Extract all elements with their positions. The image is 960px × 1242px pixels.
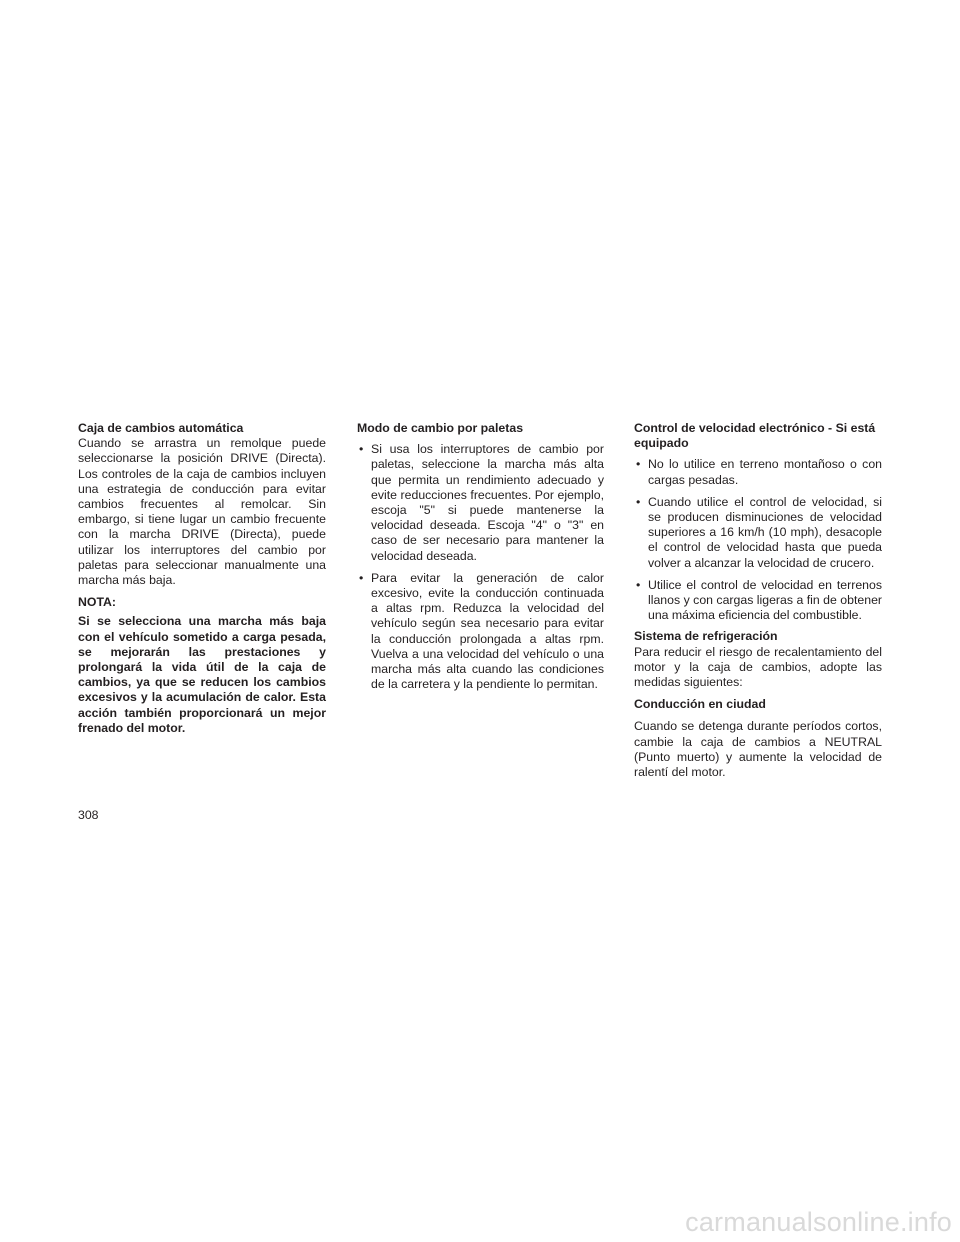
- paragraph-city-driving: Cuando se detenga durante períodos cortos, cambie la caja de cambios a NEUTRAL (Punto muerto) y aumente la velocidad de ralentí del motor.: [634, 719, 882, 780]
- bullet-icon: •: [359, 570, 364, 585]
- note-text: Si se selecciona una marcha más baja con el vehículo sometido a carga pesada, se mejorarán las prestaciones y prolongará la vida útil de la caja de cambios, ya que se reducen los cambios excesivos y la acumulación de calor. Esta acción también proporcionará un mejor frenado del motor.: [78, 614, 326, 735]
- list-item: [634, 457, 882, 487]
- paddle-shift-list: [357, 442, 604, 692]
- list-item-text: Si usa los interruptores de cambio por paletas, seleccione la marcha más alta que permita un rendimiento adecuado y evite reducciones frecuentes. Por ejemplo, escoja "5" si puede mantenerse la velocidad deseada. Escoja "4" o "3" en caso de ser necesario para mantener la velocidad deseada.: [371, 442, 604, 563]
- heading-paddle-shift: Modo de cambio por paletas: [357, 421, 524, 435]
- column-speed-control: [634, 421, 882, 780]
- bullet-icon: •: [359, 442, 364, 457]
- list-item-text: Cuando utilice el control de velocidad, si se producen disminuciones de velocidad superiores a 16 km/h (10 mph), desacople el control de velocidad hasta que pueda volver a alcanzar la velocidad de crucero.: [648, 494, 882, 570]
- bullet-icon: •: [636, 577, 641, 592]
- speed-control-list: [634, 457, 882, 623]
- list-item: [634, 578, 882, 624]
- list-item-text: Para evitar la generación de calor excesivo, evite la conducción continuada a altas rpm. Reduzca la velocidad del vehículo según sea necesario para evitar la conducción prolongada a altas rpm. Vuelva a una velocidad del vehículo o una marcha más alta cuando las condiciones de la carretera y la pendiente lo permitan.: [371, 570, 604, 692]
- note-label: NOTA:: [78, 595, 117, 610]
- page-number: 308: [78, 808, 99, 822]
- list-item-text: Utilice el control de velocidad en terrenos llanos y con cargas ligeras a fin de obtener una máxima eficiencia del combustible.: [648, 577, 882, 623]
- column-paddle-shift: [357, 421, 604, 699]
- list-item: [357, 571, 604, 693]
- column-automatic-transmission: [78, 421, 326, 736]
- watermark: carmanualsonline.info: [685, 1207, 952, 1237]
- heading-automatic-transmission: Caja de cambios automática: [78, 421, 244, 435]
- paragraph-cooling-system: Para reducir el riesgo de recalentamiento del motor y la caja de cambios, adopte las medidas siguientes:: [634, 644, 882, 690]
- heading-city-driving: Conducción en ciudad: [634, 697, 766, 712]
- bullet-icon: •: [636, 494, 641, 509]
- list-item: [634, 495, 882, 571]
- list-item: [357, 442, 604, 564]
- paragraph-automatic-transmission: Cuando se arrastra un remolque puede seleccionarse la posición DRIVE (Directa). Los controles de la caja de cambios incluyen una estrategia de conducción para evitar cambios frecuentes al remolcar. Sin embargo, si tiene lugar un cambio frecuente con la marcha DRIVE (Directa), puede utilizar los interruptores del cambio por paletas para seleccionar manualmente una marcha más baja.: [78, 436, 326, 588]
- list-item-text: No lo utilice en terreno montañoso o con cargas pesadas.: [648, 457, 882, 487]
- heading-speed-control: Control de velocidad electrónico - Si está equipado: [634, 421, 876, 451]
- bullet-icon: •: [636, 457, 641, 472]
- heading-cooling-system: Sistema de refrigeración: [634, 629, 778, 644]
